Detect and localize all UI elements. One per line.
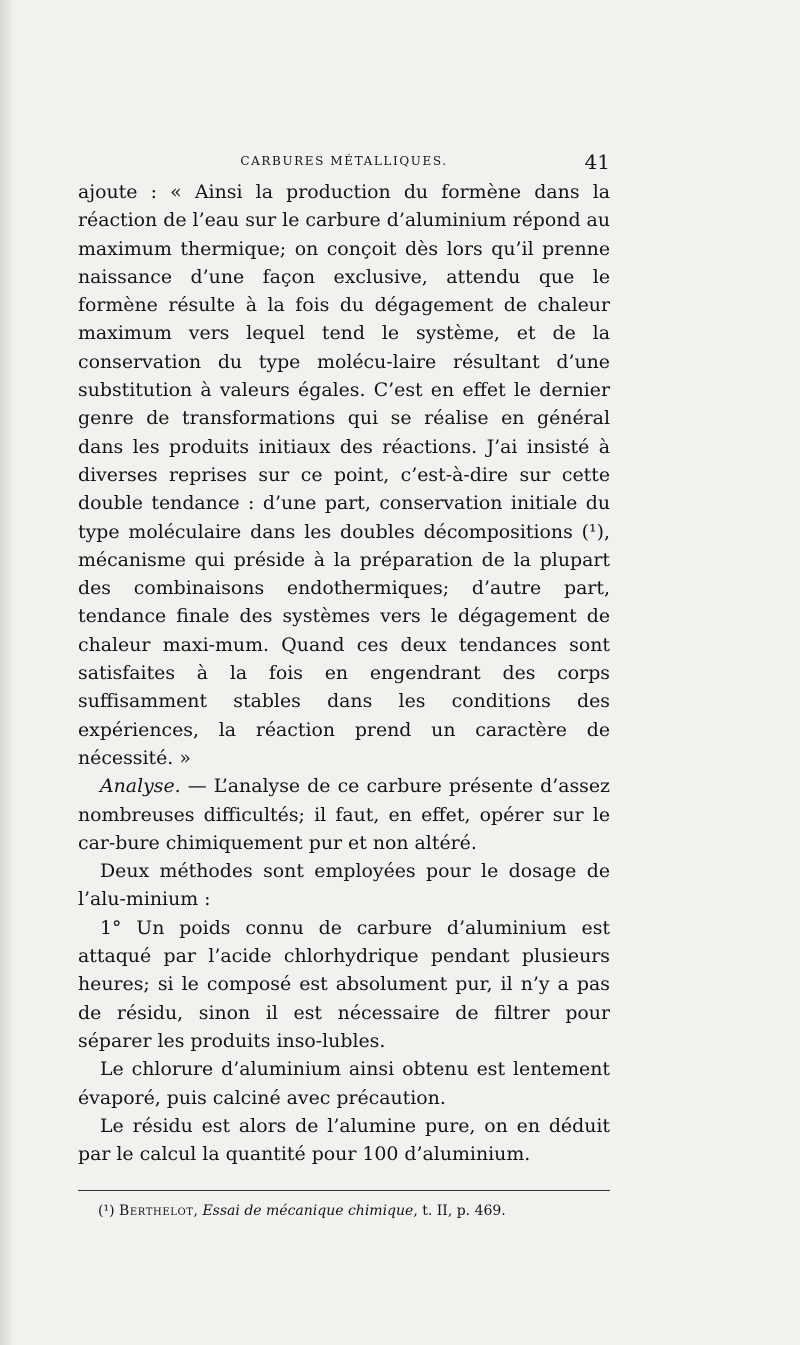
page-number: 41 <box>584 150 610 174</box>
footnote-reference: , t. II, p. 469. <box>413 1203 506 1220</box>
running-head <box>78 150 610 178</box>
footnote-rule <box>78 1190 610 1191</box>
footnote-author: Berthelot <box>119 1203 194 1220</box>
paragraph-analysis <box>78 772 610 857</box>
paragraph-residue: Le résidu est alors de l’alumine pure, on en déduit par le calcul la quantité pour 100 d’aluminium. <box>78 1114 610 1166</box>
page-edge-shadow <box>0 0 12 1345</box>
paragraph-methods: Deux méthodes sont employées pour le dosage de l’alu-minium : <box>78 860 610 911</box>
paragraph-chloride: Le chlorure d’aluminium ainsi obtenu est lentement évaporé, puis calciné avec précaution. <box>78 1058 610 1109</box>
analysis-text: — L’analyse de ce carbure présente d’assez nombreuses difficultés; il faut, en effet, opérer sur le car-bure chimiquement pur et non altéré. <box>78 775 610 854</box>
paragraph-method-1: 1° Un poids connu de carbure d’aluminium est attaqué par l’acide chlorhydrique pendant plusieurs heures; si le composé est absolument pur, il n’y a pas de résidu, sinon il est nécessaire de filtrer pour séparer les produits inso-lubles. <box>78 916 610 1052</box>
footnote <box>78 1201 610 1221</box>
analysis-heading: Analyse. <box>100 775 181 798</box>
book-page <box>78 150 610 1221</box>
footnote-separator: , <box>193 1203 203 1220</box>
paragraph-quote: ajoute : « Ainsi la production du formène dans la réaction de l’eau sur le carbure d’aluminium répond au maximum thermique; on conçoit dès lors qu’il prenne naissance d’une façon exclusive, attendu que le formène résulte à la fois du dégagement de chaleur maximum vers lequel tend le système, et de la conservation du type molécu-laire résultant d’une substitution à valeurs égales. C’est en effet le dernier genre de transformations qui se réalise en général dans les produits initiaux des réactions. J’ai insisté à diverses reprises sur ce point, c’est-à-dire sur cette double tendance : d’une part, conservation initiale du type moléculaire dans les doubles décompositions (¹), mécanisme qui préside à la préparation de la plupart des combinaisons endothermiques; d’autre part, tendance finale des systèmes vers le dégagement de chaleur maxi-mum. Quand ces deux tendances sont satisfaites à la fois en engendrant des corps suffisamment stables dans les conditions des expériences, la réaction prend un caractère de nécessité. » <box>78 181 610 769</box>
running-title: CARBURES MÉTALLIQUES. <box>240 154 448 168</box>
footnote-marker: (¹) <box>98 1203 115 1220</box>
footnote-title: Essai de mécanique chimique <box>202 1203 414 1220</box>
body-text <box>78 178 610 1168</box>
